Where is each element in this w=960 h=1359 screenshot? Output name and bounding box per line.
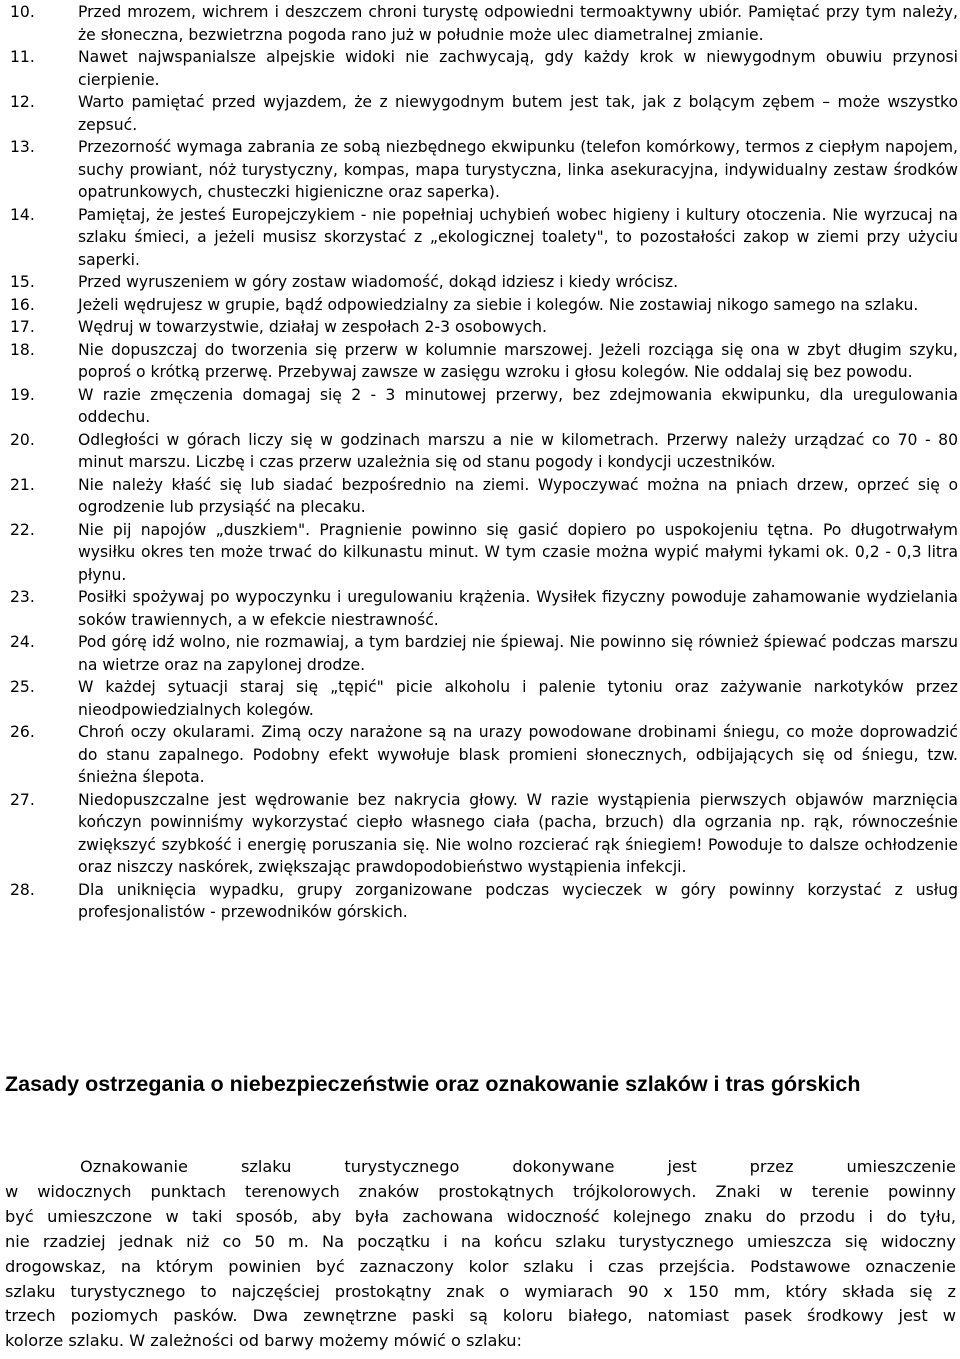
list-item-text: Niedopuszczalne jest wędrowanie bez nakrycia głowy. W razie wystąpienia pierwszych objawów marznięcia kończyn powinniśmy wykorzystać ciepło własnego ciała (pacha, brzuch) dla ogrzania np. rąk, równocześnie zwiększyć szybkość i energię poruszania się. Nie wolno rozcierać rąk śniegiem! Powoduje to dalsze ochłodzenie oraz niszczy naskórek, zwiększając prawdopodobieństwo wystąpienia infekcji. <box>78 790 958 876</box>
paragraph-line: szlaku turystycznego to najczęściej prostokątny znak o wymiarach 90 x 150 mm, który składa się z <box>5 1281 956 1301</box>
list-item-text: W razie zmęczenia domagaj się 2 - 3 minutowej przerwy, bez zdejmowania ekwipunku, dla uregulowania oddechu. <box>78 385 958 426</box>
list-item-number: 10. <box>10 3 35 21</box>
paragraph-line: w widocznych punktach terenowych znaków prostokątnych trójkolorowych. Znaki w terenie powinny <box>5 1181 956 1201</box>
list-item <box>10 519 958 587</box>
list-item-text: W każdej sytuacji staraj się „tępić" picie alkoholu i palenie tytoniu oraz zażywanie narkotyków przez nieodpowiedzialnych kolegów. <box>78 678 958 719</box>
list-item <box>10 676 958 721</box>
list-item-number: 12. <box>10 93 35 111</box>
list-item-text: Posiłki spożywaj po wypoczynku i uregulowaniu krążenia. Wysiłek fizyczny powoduje zahamowanie wydzielania soków trawiennych, a w efekcie niestrawność. <box>78 588 958 629</box>
list-item <box>10 631 958 676</box>
list-item-number: 23. <box>10 588 35 606</box>
paragraph-line: drogowskaz, na którym powinien być zaznaczony kolor szlaku i czas przejścia. Podstawowe oznaczenie <box>5 1256 956 1276</box>
list-item-text: Nie pij napojów „duszkiem". Pragnienie powinno się gasić dopiero po uspokojeniu tętna. Po długotrwałym wysiłku okres ten może trwać do kilkunastu minut. W tym czasie można wypić małymi łykami ok. 0,2 - 0,3 litra płynu. <box>78 520 958 584</box>
section-heading: Zasady ostrzegania o niebezpieczeństwie oraz oznakowanie szlaków i tras górskich <box>5 1072 861 1096</box>
list-item <box>10 204 958 272</box>
list-item-number: 26. <box>10 723 35 741</box>
list-item-number: 16. <box>10 295 35 314</box>
list-item <box>10 91 958 136</box>
list-item <box>10 46 958 91</box>
list-item-number: 22. <box>10 520 35 539</box>
list-item <box>10 136 958 204</box>
list-item-text: Pod górę idź wolno, nie rozmawiaj, a tym bardziej nie śpiewaj. Nie powinno się również śpiewać podczas marszu na wietrze oraz na zapylonej drodze. <box>78 633 958 674</box>
list-item <box>10 384 958 429</box>
list-item-text: Dla uniknięcia wypadku, grupy zorganizowane podczas wycieczek w góry powinny korzystać z usług profesjonalistów - przewodników górskich. <box>78 880 958 921</box>
list-item <box>10 879 958 924</box>
paragraph-line: Oznakowanie szlaku turystycznego dokonywane jest przez umieszczenie <box>80 1157 956 1176</box>
list-item-text: Nawet najwspanialsze alpejskie widoki nie zachwycają, gdy każdy krok w niewygodnym obuwiu przynosi cierpienie. <box>78 48 958 89</box>
list-item <box>10 586 958 631</box>
list-item-number: 15. <box>10 273 35 291</box>
list-item <box>10 271 958 294</box>
list-item-number: 17. <box>10 318 35 336</box>
list-item-number: 28. <box>10 880 35 899</box>
list-item-text: Jeżeli wędrujesz w grupie, bądź odpowiedzialny za siebie i kolegów. Nie zostawiaj nikogo samego na szlaku. <box>78 295 919 314</box>
list-item-number: 14. <box>10 205 35 224</box>
list-item-text: Przed wyruszeniem w góry zostaw wiadomość, dokąd idziesz i kiedy wrócisz. <box>78 273 679 291</box>
list-item <box>10 789 958 879</box>
list-item-text: Chroń oczy okularami. Zimą oczy narażone są na urazy powodowane drobinami śniegu, co może doprowadzić do stanu zapalnego. Podobny efekt wywołuje blask promieni słonecznych, odbijających się od śniegu, tzw. śnieżna ślepota. <box>78 723 958 786</box>
list-item-number: 24. <box>10 633 35 651</box>
list-item <box>10 294 958 317</box>
list-item <box>10 474 958 519</box>
list-item-text: Pamiętaj, że jesteś Europejczykiem - nie popełniaj uchybień wobec higieny i kultury otoczenia. Nie wyrzucaj na szlaku śmieci, a jeżeli musisz skorzystać z „ekologicznej toalety", to pozostałości zakop w ziemi przy użyciu saperki. <box>78 205 958 269</box>
list-item <box>10 339 958 384</box>
list-item <box>10 1 958 46</box>
paragraph-line: kolorze szlaku. W zależności od barwy możemy mówić o szlaku: <box>5 1331 522 1351</box>
list-item-number: 11. <box>10 48 35 66</box>
list-item-number: 13. <box>10 138 35 156</box>
list-item <box>10 429 958 474</box>
list-item-number: 21. <box>10 475 35 494</box>
list-item-text: Nie dopuszczaj do tworzenia się przerw w kolumnie marszowej. Jeżeli rozciąga się ona w zbyt długim szyku, poproś o krótką przerwę. Przebywaj zawsze w zasięgu wzroku i głosu kolegów. Nie oddalaj się bez powodu. <box>78 340 958 381</box>
list-item <box>10 721 958 789</box>
paragraph-line: nie rzadziej jednak niż co 50 m. Na początku i na końcu szlaku turystycznego umieszcza się widoczny <box>5 1231 956 1251</box>
rules-list <box>10 1 958 924</box>
list-item-number: 25. <box>10 678 35 696</box>
list-item-text: Nie należy kłaść się lub siadać bezpośrednio na ziemi. Wypoczywać można na pniach drzew, oprzeć się o ogrodzenie lub przysiąść na plecaku. <box>78 475 958 516</box>
list-item-text: Wędruj w towarzystwie, działaj w zespołach 2-3 osobowych. <box>78 318 547 336</box>
list-item-number: 27. <box>10 790 35 809</box>
list-item-number: 18. <box>10 340 35 359</box>
list-item-number: 19. <box>10 385 35 404</box>
list-item-text: Przezorność wymaga zabrania ze sobą niezbędnego ekwipunku (telefon komórkowy, termos z ciepłym napojem, suchy prowiant, nóż turystyczny, kompas, mapa turystyczna, linka asekuracyjna, indywidualny zestaw środków opatrunkowych, chusteczki higieniczne oraz saperka). <box>78 138 958 201</box>
paragraph-line: być umieszczone w taki sposób, aby była zachowana widoczność kolejnego znaku do przodu i do tyłu, <box>5 1206 956 1226</box>
list-item-text: Przed mrozem, wichrem i deszczem chroni turystę odpowiedni termoaktywny ubiór. Pamiętać przy tym należy, że słoneczna, bezwietrzna pogoda rano już w południe może ulec diametralnej zmianie. <box>78 3 958 44</box>
list-item-text: Warto pamiętać przed wyjazdem, że z niewygodnym butem jest tak, jak z bolącym zębem – może wszystko zepsuć. <box>78 93 958 134</box>
section-paragraph <box>5 1155 956 1354</box>
paragraph-line: trzech poziomych pasków. Dwa zewnętrzne paski są koloru białego, natomiast pasek środkowy jest w <box>5 1306 956 1326</box>
list-item <box>10 316 958 339</box>
list-item-number: 20. <box>10 430 35 449</box>
list-item-text: Odległości w górach liczy się w godzinach marszu a nie w kilometrach. Przerwy należy urządzać co 70 - 80 minut marszu. Liczbę i czas przerw uzależnia się od stanu pogody i kondycji uczestników. <box>78 430 958 471</box>
